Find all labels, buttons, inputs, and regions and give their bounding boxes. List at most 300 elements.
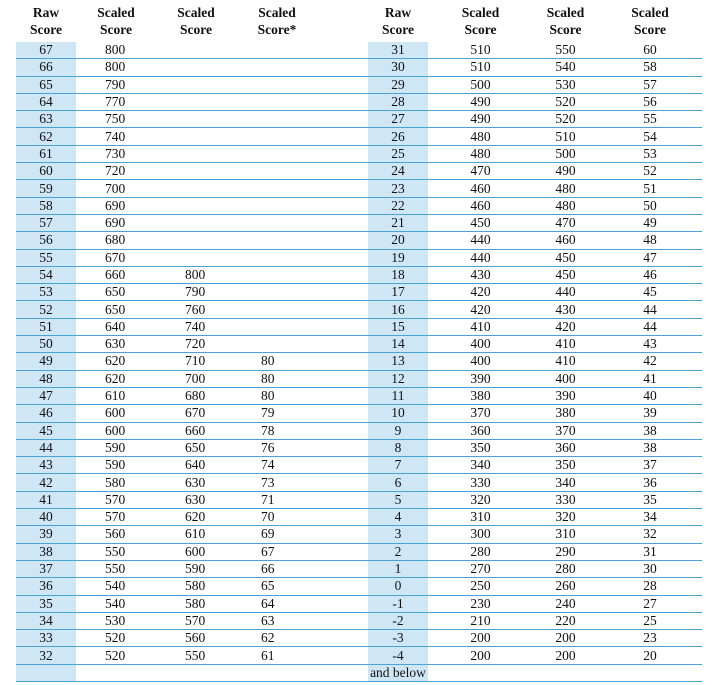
raw-score-cell: 38 (16, 543, 76, 560)
scaled-score-cell: 770 (76, 93, 156, 110)
raw-score-cell: 64 (16, 93, 76, 110)
header-line: Scaled (258, 5, 296, 20)
table-row (16, 474, 702, 491)
raw-score-cell: 9 (368, 422, 428, 439)
scaled-score-cell: 44 (598, 318, 702, 335)
scaled-score-cell: 260 (533, 578, 598, 595)
scaled-score-cell: 400 (428, 353, 533, 370)
scaled-score-cell: 560 (156, 630, 236, 647)
scaled-score-cell: 80 (236, 370, 318, 387)
scaled-score-cell: 410 (428, 318, 533, 335)
scaled-score-cell (156, 42, 236, 59)
raw-score-cell: 48 (16, 370, 76, 387)
header-raw-score-2 (368, 0, 428, 42)
scaled-score-cell: 750 (76, 111, 156, 128)
header-spacer (318, 0, 368, 42)
table-row (16, 301, 702, 318)
scaled-score-cell: 430 (428, 266, 533, 283)
scaled-score-cell: 500 (533, 145, 598, 162)
spacer-cell (318, 630, 368, 647)
scaled-score-cell: 580 (156, 595, 236, 612)
scaled-score-cell: 52 (598, 163, 702, 180)
scaled-score-cell: 720 (76, 163, 156, 180)
scaled-score-cell: 63 (236, 612, 318, 629)
scaled-score-cell: 480 (533, 180, 598, 197)
scaled-score-cell: 510 (428, 59, 533, 76)
raw-score-cell: 15 (368, 318, 428, 335)
table-row (16, 197, 702, 214)
scaled-score-cell: 35 (598, 491, 702, 508)
scaled-score-cell (156, 214, 236, 231)
raw-score-cell: 65 (16, 76, 76, 93)
scaled-score-cell: 410 (533, 336, 598, 353)
spacer-cell (318, 595, 368, 612)
scaled-score-cell (236, 318, 318, 335)
scaled-score-cell: 530 (533, 76, 598, 93)
scaled-score-cell: 420 (428, 301, 533, 318)
scaled-score-cell: 290 (533, 543, 598, 560)
scaled-score-cell: 400 (428, 336, 533, 353)
table-row (16, 59, 702, 76)
raw-score-cell: 60 (16, 163, 76, 180)
spacer-cell (318, 111, 368, 128)
spacer-cell (318, 93, 368, 110)
header-line: Score* (257, 22, 297, 37)
raw-score-cell: 57 (16, 214, 76, 231)
scaled-score-cell: 370 (428, 405, 533, 422)
scaled-score-cell: 410 (533, 353, 598, 370)
scaled-score-cell: 400 (533, 370, 598, 387)
header-scaled-score-4 (428, 0, 533, 42)
scaled-score-cell: 270 (428, 560, 533, 577)
header-line: Score (100, 22, 132, 37)
table-row (16, 93, 702, 110)
spacer-cell (318, 474, 368, 491)
scaled-score-cell: 620 (76, 353, 156, 370)
raw-score-cell: 14 (368, 336, 428, 353)
spacer-cell (318, 612, 368, 629)
table-row (16, 595, 702, 612)
scaled-score-cell (156, 163, 236, 180)
scaled-score-cell: 340 (533, 474, 598, 491)
scaled-score-cell: 37 (598, 457, 702, 474)
table-row (16, 578, 702, 595)
scaled-score-cell: 490 (428, 111, 533, 128)
scaled-score-cell: 680 (156, 387, 236, 404)
scaled-score-cell: 61 (236, 647, 318, 664)
scaled-score-cell: 350 (533, 457, 598, 474)
raw-score-cell: 44 (16, 439, 76, 456)
scaled-score-cell: 510 (428, 42, 533, 59)
scaled-score-cell: 50 (598, 197, 702, 214)
table-row (16, 457, 702, 474)
scaled-score-cell: 600 (76, 422, 156, 439)
scaled-score-cell: 73 (236, 474, 318, 491)
scaled-score-cell (236, 336, 318, 353)
scaled-score-cell: 39 (598, 405, 702, 422)
empty-cell (428, 664, 533, 681)
scaled-score-cell: 570 (76, 491, 156, 508)
raw-score-cell: -3 (368, 630, 428, 647)
scaled-score-cell: 450 (533, 266, 598, 283)
spacer-cell (318, 197, 368, 214)
scaled-score-cell (156, 180, 236, 197)
table-row (16, 509, 702, 526)
scaled-score-cell: 580 (76, 474, 156, 491)
raw-score-cell: 28 (368, 93, 428, 110)
table-row (16, 336, 702, 353)
scaled-score-cell: 460 (428, 180, 533, 197)
header-line: Raw (32, 5, 60, 20)
scaled-score-cell: 540 (76, 578, 156, 595)
table-row (16, 284, 702, 301)
raw-score-cell: 43 (16, 457, 76, 474)
header-line: Score (634, 22, 666, 37)
raw-score-cell: 39 (16, 526, 76, 543)
scaled-score-cell: 62 (236, 630, 318, 647)
header-line: Scaled (546, 5, 585, 20)
spacer-cell (318, 214, 368, 231)
table-row (16, 145, 702, 162)
empty-cell (156, 664, 236, 681)
table-row (16, 266, 702, 283)
scaled-score-cell: 47 (598, 249, 702, 266)
scaled-score-cell: 630 (156, 491, 236, 508)
table-row (16, 42, 702, 59)
table-row (16, 370, 702, 387)
spacer-cell (318, 249, 368, 266)
scaled-score-cell: 590 (76, 439, 156, 456)
spacer-cell (318, 128, 368, 145)
spacer-cell (318, 76, 368, 93)
spacer-cell (318, 163, 368, 180)
scaled-score-cell: 570 (156, 612, 236, 629)
spacer-cell (318, 509, 368, 526)
raw-score-cell: 31 (368, 42, 428, 59)
scaled-score-cell (156, 76, 236, 93)
table-row (16, 526, 702, 543)
scaled-score-cell: 58 (598, 59, 702, 76)
scaled-score-cell: 280 (533, 560, 598, 577)
scaled-score-cell: 710 (156, 353, 236, 370)
empty-cell (598, 664, 702, 681)
raw-score-cell: 42 (16, 474, 76, 491)
scaled-score-cell: 27 (598, 595, 702, 612)
table-row (16, 405, 702, 422)
scaled-score-cell: 53 (598, 145, 702, 162)
scaled-score-cell: 51 (598, 180, 702, 197)
raw-score-cell: 10 (368, 405, 428, 422)
scaled-score-cell: 610 (156, 526, 236, 543)
scaled-score-cell: 280 (428, 543, 533, 560)
scaled-score-cell: 490 (533, 163, 598, 180)
scaled-score-cell: 520 (76, 630, 156, 647)
raw-score-cell: 52 (16, 301, 76, 318)
scaled-score-cell: 630 (76, 336, 156, 353)
raw-score-cell: -2 (368, 612, 428, 629)
spacer-cell (318, 301, 368, 318)
spacer-cell (318, 560, 368, 577)
scaled-score-cell (236, 59, 318, 76)
scaled-score-cell: 440 (428, 232, 533, 249)
scaled-score-cell: 540 (533, 59, 598, 76)
raw-score-cell: 5 (368, 491, 428, 508)
scaled-score-cell: 80 (236, 353, 318, 370)
scaled-score-cell (236, 180, 318, 197)
scaled-score-cell: 56 (598, 93, 702, 110)
raw-score-cell: 45 (16, 422, 76, 439)
scaled-score-cell (236, 197, 318, 214)
scaled-score-cell: 25 (598, 612, 702, 629)
scaled-score-cell: 31 (598, 543, 702, 560)
raw-score-cell: 3 (368, 526, 428, 543)
table-row (16, 214, 702, 231)
scaled-score-cell: 700 (76, 180, 156, 197)
score-conversion-table (16, 0, 702, 682)
table-row (16, 422, 702, 439)
raw-score-cell: 61 (16, 145, 76, 162)
raw-score-cell: 11 (368, 387, 428, 404)
scaled-score-cell: 650 (156, 439, 236, 456)
raw-score-cell: 49 (16, 353, 76, 370)
raw-score-cell: 46 (16, 405, 76, 422)
scaled-score-cell (236, 76, 318, 93)
raw-score-cell: 7 (368, 457, 428, 474)
scaled-score-cell: 320 (428, 491, 533, 508)
scaled-score-cell: 650 (76, 284, 156, 301)
scaled-score-cell (156, 145, 236, 162)
header-line: Score (382, 22, 414, 37)
scaled-score-cell: 48 (598, 232, 702, 249)
scaled-score-cell: 600 (156, 543, 236, 560)
raw-score-cell: 67 (16, 42, 76, 59)
scaled-score-cell: 370 (533, 422, 598, 439)
raw-score-cell: 18 (368, 266, 428, 283)
scaled-score-cell: 420 (428, 284, 533, 301)
scaled-score-cell: 530 (76, 612, 156, 629)
scaled-score-cell: 200 (428, 630, 533, 647)
scaled-score-cell: 480 (428, 128, 533, 145)
spacer-cell (318, 232, 368, 249)
raw-score-cell: 24 (368, 163, 428, 180)
table-row (16, 180, 702, 197)
raw-score-cell: 20 (368, 232, 428, 249)
scaled-score-cell: 550 (533, 42, 598, 59)
scaled-score-cell: 28 (598, 578, 702, 595)
raw-score-cell: 58 (16, 197, 76, 214)
table-row (16, 111, 702, 128)
spacer-cell (318, 543, 368, 560)
scaled-score-cell: 490 (428, 93, 533, 110)
raw-score-cell: 55 (16, 249, 76, 266)
table-row (16, 353, 702, 370)
raw-score-cell: 47 (16, 387, 76, 404)
scaled-score-cell: 730 (76, 145, 156, 162)
scaled-score-cell: 64 (236, 595, 318, 612)
scaled-score-cell: 310 (533, 526, 598, 543)
scaled-score-cell: 460 (428, 197, 533, 214)
scaled-score-cell: 65 (236, 578, 318, 595)
scaled-score-cell: 590 (76, 457, 156, 474)
scaled-score-cell: 500 (428, 76, 533, 93)
scaled-score-cell: 360 (533, 439, 598, 456)
scaled-score-cell: 800 (76, 42, 156, 59)
empty-cell (533, 664, 598, 681)
table-row (16, 543, 702, 560)
scaled-score-cell: 300 (428, 526, 533, 543)
raw-score-cell: 66 (16, 59, 76, 76)
scaled-score-cell: 200 (428, 647, 533, 664)
raw-score-cell: 30 (368, 59, 428, 76)
table-row (16, 439, 702, 456)
scaled-score-cell: 790 (156, 284, 236, 301)
scaled-score-cell: 36 (598, 474, 702, 491)
scaled-score-cell: 57 (598, 76, 702, 93)
raw-score-cell: 16 (368, 301, 428, 318)
raw-score-cell: 13 (368, 353, 428, 370)
raw-score-cell: 32 (16, 647, 76, 664)
raw-score-cell (16, 664, 76, 681)
table-row (16, 318, 702, 335)
raw-score-cell: 54 (16, 266, 76, 283)
scaled-score-cell: 510 (533, 128, 598, 145)
scaled-score-cell: 550 (156, 647, 236, 664)
empty-cell (76, 664, 156, 681)
header-line: Scaled (177, 5, 215, 20)
raw-score-cell: 37 (16, 560, 76, 577)
scaled-score-cell: 790 (76, 76, 156, 93)
spacer-cell (318, 336, 368, 353)
scaled-score-cell: 360 (428, 422, 533, 439)
scaled-score-cell: 520 (533, 111, 598, 128)
spacer-cell (318, 491, 368, 508)
table-row (16, 232, 702, 249)
scaled-score-cell: 60 (598, 42, 702, 59)
raw-score-cell: 8 (368, 439, 428, 456)
raw-score-cell: 53 (16, 284, 76, 301)
scaled-score-cell: 610 (76, 387, 156, 404)
header-raw-score-1 (16, 0, 76, 42)
scaled-score-cell: 520 (76, 647, 156, 664)
scaled-score-cell: 440 (533, 284, 598, 301)
scaled-score-cell: 740 (156, 318, 236, 335)
raw-score-cell: 35 (16, 595, 76, 612)
table-row (16, 76, 702, 93)
header-line: Scaled (461, 5, 500, 20)
raw-score-cell: 33 (16, 630, 76, 647)
table-row (16, 647, 702, 664)
raw-score-cell: 1 (368, 560, 428, 577)
spacer-cell (318, 266, 368, 283)
spacer-cell (318, 526, 368, 543)
empty-cell (318, 664, 368, 681)
scaled-score-cell: 240 (533, 595, 598, 612)
scaled-score-cell: 67 (236, 543, 318, 560)
raw-score-cell: 19 (368, 249, 428, 266)
header-scaled-score-1 (76, 0, 156, 42)
table-row (16, 128, 702, 145)
scaled-score-cell: 700 (156, 370, 236, 387)
scaled-score-cell (236, 284, 318, 301)
header-line: Score (464, 22, 497, 37)
scaled-score-cell: 80 (236, 387, 318, 404)
scaled-score-cell: 670 (156, 405, 236, 422)
scaled-score-cell: 66 (236, 560, 318, 577)
scaled-score-cell: 690 (76, 214, 156, 231)
and-below-note: and below (368, 664, 428, 681)
spacer-cell (318, 318, 368, 335)
scaled-score-cell: 70 (236, 509, 318, 526)
scaled-score-cell: 800 (156, 266, 236, 283)
raw-score-cell: 2 (368, 543, 428, 560)
scaled-score-cell: 420 (533, 318, 598, 335)
scaled-score-cell: 310 (428, 509, 533, 526)
raw-score-cell: 25 (368, 145, 428, 162)
scaled-score-cell: 450 (428, 214, 533, 231)
scaled-score-cell: 480 (533, 197, 598, 214)
raw-score-cell: 27 (368, 111, 428, 128)
spacer-cell (318, 145, 368, 162)
table-footer-row (16, 664, 702, 681)
table-body (16, 42, 702, 681)
spacer-cell (318, 578, 368, 595)
scaled-score-cell (236, 266, 318, 283)
table-row (16, 163, 702, 180)
table-row (16, 491, 702, 508)
raw-score-cell: 51 (16, 318, 76, 335)
scaled-score-cell: 44 (598, 301, 702, 318)
scaled-score-cell (236, 93, 318, 110)
scaled-score-cell: 620 (76, 370, 156, 387)
scaled-score-cell (156, 232, 236, 249)
scaled-score-cell: 350 (428, 439, 533, 456)
scaled-score-cell (236, 128, 318, 145)
scaled-score-cell: 660 (156, 422, 236, 439)
table-row (16, 249, 702, 266)
spacer-cell (318, 457, 368, 474)
scaled-score-cell: 230 (428, 595, 533, 612)
scaled-score-cell: 440 (428, 249, 533, 266)
header-line: Scaled (631, 5, 669, 20)
scaled-score-cell: 330 (428, 474, 533, 491)
scaled-score-cell: 600 (76, 405, 156, 422)
scaled-score-cell: 690 (76, 197, 156, 214)
raw-score-cell: 4 (368, 509, 428, 526)
scaled-score-cell: 20 (598, 647, 702, 664)
scaled-score-cell: 640 (156, 457, 236, 474)
raw-score-cell: -1 (368, 595, 428, 612)
scaled-score-cell (236, 163, 318, 180)
raw-score-cell: 23 (368, 180, 428, 197)
scaled-score-cell: 42 (598, 353, 702, 370)
header-scaled-score-3 (236, 0, 318, 42)
scaled-score-cell: 76 (236, 439, 318, 456)
raw-score-cell: 40 (16, 509, 76, 526)
header-line: Score (180, 22, 212, 37)
spacer-cell (318, 353, 368, 370)
scaled-score-cell: 560 (76, 526, 156, 543)
scaled-score-cell: 740 (76, 128, 156, 145)
raw-score-cell: 62 (16, 128, 76, 145)
scaled-score-cell (156, 59, 236, 76)
spacer-cell (318, 284, 368, 301)
scaled-score-cell: 46 (598, 266, 702, 283)
raw-score-cell: 34 (16, 612, 76, 629)
scaled-score-cell: 720 (156, 336, 236, 353)
raw-score-cell: -4 (368, 647, 428, 664)
scaled-score-cell (156, 128, 236, 145)
scaled-score-cell: 49 (598, 214, 702, 231)
